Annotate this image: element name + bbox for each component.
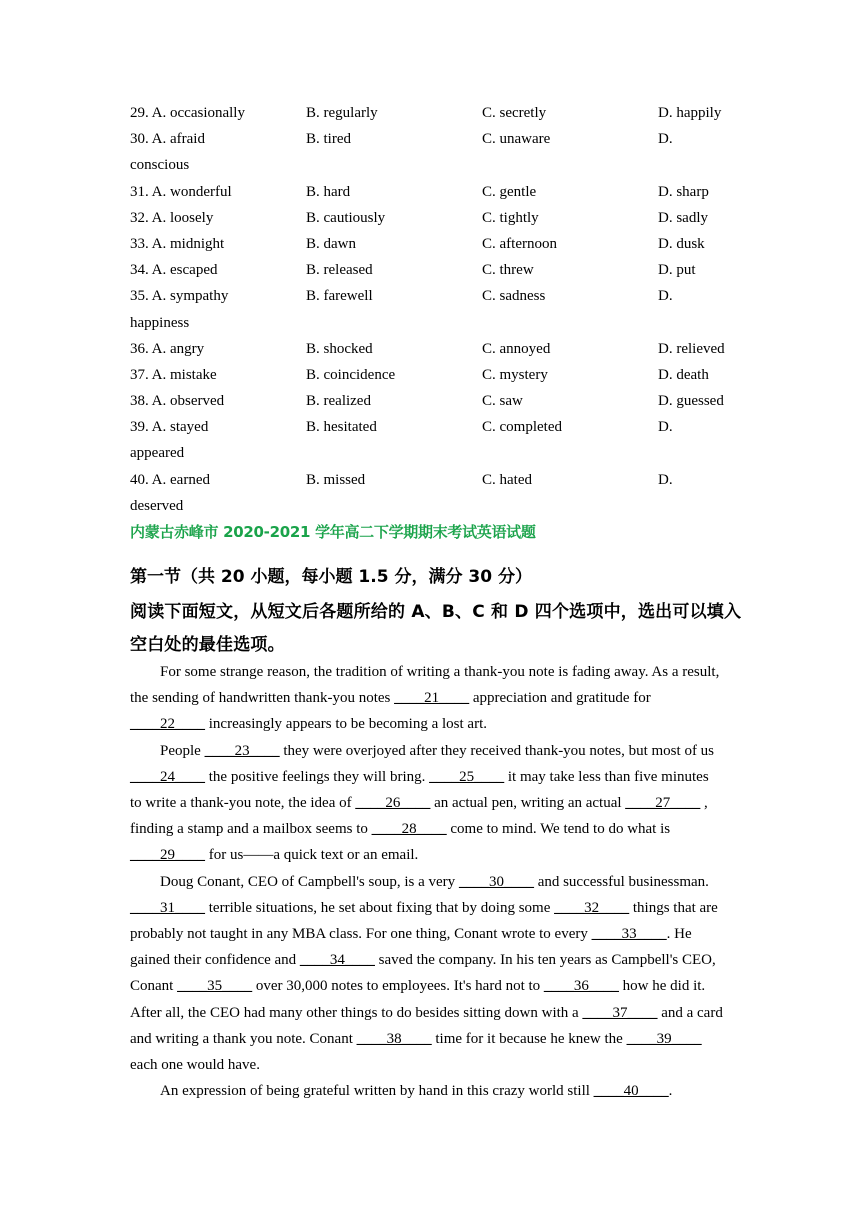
passage-line: [130, 973, 750, 999]
cloze-blank: ____40____: [593, 1083, 669, 1100]
cloze-passage: [130, 659, 750, 1104]
option-wrap: conscious: [130, 157, 190, 174]
option-wrap: happiness: [130, 314, 190, 331]
passage-text: to write a thank-you note, the idea of: [130, 795, 356, 812]
passage-line: [130, 895, 750, 921]
option-d: D.: [658, 288, 673, 305]
cloze-blank: ____27____: [625, 795, 701, 812]
option-a: 36. A. angry: [130, 340, 205, 357]
option-row: [130, 179, 750, 205]
option-d: D.: [658, 419, 673, 436]
option-a: 31. A. wonderful: [130, 183, 232, 200]
passage-line: [130, 816, 750, 842]
option-row: [130, 388, 750, 414]
passage-text: An expression of being grateful written by hand in this crazy world still: [160, 1083, 594, 1100]
option-c: C. annoyed: [482, 340, 551, 357]
cloze-blank: ____28____: [371, 821, 447, 838]
passage-line: [130, 685, 750, 711]
passage-text: People: [160, 742, 205, 759]
passage-text: saved the company. In his ten years as Campbell's CEO,: [374, 952, 716, 969]
cloze-blank: ____26____: [355, 795, 431, 812]
passage-text: .: [668, 1083, 673, 1100]
passage-text: each one would have.: [130, 1057, 260, 1074]
option-b: B. hard: [306, 183, 351, 200]
option-c: C. afternoon: [482, 235, 557, 252]
option-a: 39. A. stayed: [130, 419, 209, 436]
passage-text: an actual pen, writing an actual: [430, 795, 626, 812]
passage-line: [130, 1026, 750, 1052]
passage-text: ,: [700, 795, 708, 812]
option-d: D. relieved: [658, 340, 725, 357]
option-d: D. happily: [658, 105, 722, 121]
cloze-blank: ____34____: [299, 952, 375, 969]
option-row: [130, 362, 750, 388]
option-d: D. sharp: [658, 183, 709, 200]
passage-text: the positive feelings they will bring.: [205, 768, 430, 785]
cloze-blank: ____30____: [458, 873, 534, 890]
option-b: B. missed: [306, 471, 366, 488]
option-b: B. cautiously: [306, 209, 386, 226]
options-table: [130, 100, 750, 519]
option-a: 35. A. sympathy: [130, 288, 229, 305]
passage-text: and writing a thank you note. Conant: [130, 1030, 357, 1047]
passage-text: gained their confidence and: [130, 952, 300, 969]
passage-text: the sending of handwritten thank-you notes: [130, 690, 395, 707]
passage-line: [130, 1078, 750, 1104]
passage-line: [130, 921, 750, 947]
option-d: D. death: [658, 366, 709, 383]
passage-line: [130, 1000, 750, 1026]
passage-text: Doug Conant, CEO of Campbell's soup, is a very: [160, 873, 459, 890]
option-c: C. saw: [482, 393, 523, 410]
cloze-blank: ____32____: [554, 899, 630, 916]
option-row: [130, 100, 750, 126]
option-d: D. guessed: [658, 393, 724, 410]
option-b: B. tired: [306, 131, 351, 148]
passage-line: [130, 738, 750, 764]
passage-text: for us——a quick text or an email.: [205, 847, 419, 864]
option-b: B. realized: [306, 393, 371, 410]
passage-text: come to mind. We tend to do what is: [446, 821, 671, 838]
option-a: 29. A. occasionally: [130, 105, 245, 121]
passage-text: For some strange reason, the tradition of writing a thank-you note is fading away. As a result,: [160, 664, 720, 680]
cloze-blank: ____38____: [356, 1030, 432, 1047]
option-c: C. sadness: [482, 288, 546, 305]
option-c: C. gentle: [482, 183, 537, 200]
option-a: 30. A. afraid: [130, 131, 205, 148]
cloze-blank: ____21____: [394, 690, 470, 707]
source-title: 内蒙古赤峰市 2020-2021 学年高二下学期期末考试英语试题: [130, 523, 536, 541]
passage-text: increasingly appears to be becoming a lost art.: [205, 716, 487, 733]
option-row: [130, 467, 750, 493]
option-row: [130, 283, 750, 309]
option-c: C. secretly: [482, 105, 547, 121]
cloze-blank: ____25____: [429, 768, 505, 785]
option-d: D. sadly: [658, 209, 708, 226]
passage-text: After all, the CEO had many other things to do besides sitting down with a: [130, 1004, 583, 1021]
passage-text: over 30,000 notes to employees. It's hard not to: [252, 978, 544, 995]
passage-text: they were overjoyed after they received thank-you notes, but most of us: [279, 742, 715, 759]
cloze-blank: ____36____: [543, 978, 619, 995]
instructions: 阅读下面短文，从短文后各题所给的 A、B、C 和 D 四个选项中，选出可以填入空白处的最佳选项。: [130, 602, 742, 655]
option-b: B. regularly: [306, 105, 378, 121]
cloze-blank: ____35____: [177, 978, 253, 995]
passage-text: appreciation and gratitude for: [469, 690, 651, 707]
passage-text: how he did it.: [618, 978, 706, 995]
passage-line: [130, 1052, 750, 1078]
option-c: C. mystery: [482, 366, 548, 383]
option-d: D. put: [658, 262, 696, 279]
passage-text: finding a stamp and a mailbox seems to: [130, 821, 372, 838]
option-row: [130, 126, 750, 152]
option-wrap: appeared: [130, 445, 185, 462]
cloze-blank: ____29____: [130, 847, 205, 864]
section-heading: 第一节（共 20 小题，每小题 1.5 分，满分 30 分）: [130, 567, 532, 587]
passage-line: [130, 842, 750, 868]
passage-text: and a card: [657, 1004, 723, 1021]
option-row: [130, 205, 750, 231]
passage-line: [130, 869, 750, 895]
option-b: B. released: [306, 262, 373, 279]
option-row: [130, 231, 750, 257]
option-d: D.: [658, 471, 673, 488]
passage-text: terrible situations, he set about fixing that by doing some: [205, 899, 555, 916]
option-c: C. threw: [482, 262, 534, 279]
option-c: C. completed: [482, 419, 562, 436]
passage-text: and successful businessman.: [533, 873, 709, 890]
option-row: [130, 414, 750, 440]
option-c: C. unaware: [482, 131, 551, 148]
cloze-blank: ____24____: [130, 768, 205, 785]
option-row: [130, 336, 750, 362]
option-b: B. farewell: [306, 288, 373, 305]
option-a: 32. A. loosely: [130, 209, 214, 226]
cloze-blank: ____23____: [204, 742, 280, 759]
option-d: D.: [658, 131, 673, 148]
option-a: 40. A. earned: [130, 471, 210, 488]
cloze-blank: ____31____: [130, 899, 205, 916]
option-b: B. dawn: [306, 235, 356, 252]
passage-line: [130, 711, 750, 737]
passage-text: . He: [666, 926, 692, 943]
cloze-blank: ____39____: [626, 1030, 702, 1047]
option-a: 34. A. escaped: [130, 262, 218, 279]
passage-text: time for it because he knew the: [431, 1030, 627, 1047]
option-row: [130, 257, 750, 283]
option-c: C. tightly: [482, 209, 539, 226]
option-d: D. dusk: [658, 235, 705, 252]
cloze-blank: ____33____: [591, 926, 667, 943]
passage-text: it may take less than five minutes: [504, 768, 709, 785]
passage-line: [130, 790, 750, 816]
option-b: B. hesitated: [306, 419, 377, 436]
option-a: 37. A. mistake: [130, 366, 217, 383]
passage-text: things that are: [629, 899, 718, 916]
option-wrap: deserved: [130, 497, 184, 514]
passage-line: [130, 947, 750, 973]
option-b: B. coincidence: [306, 366, 396, 383]
cloze-blank: ____37____: [582, 1004, 658, 1021]
passage-line: [130, 764, 750, 790]
option-a: 38. A. observed: [130, 393, 225, 410]
passage-text: Conant: [130, 978, 178, 995]
option-b: B. shocked: [306, 340, 373, 357]
passage-text: probably not taught in any MBA class. For one thing, Conant wrote to every: [130, 926, 592, 943]
option-c: C. hated: [482, 471, 532, 488]
option-a: 33. A. midnight: [130, 235, 225, 252]
passage-line: [130, 659, 750, 685]
cloze-blank: ____22____: [130, 716, 205, 733]
